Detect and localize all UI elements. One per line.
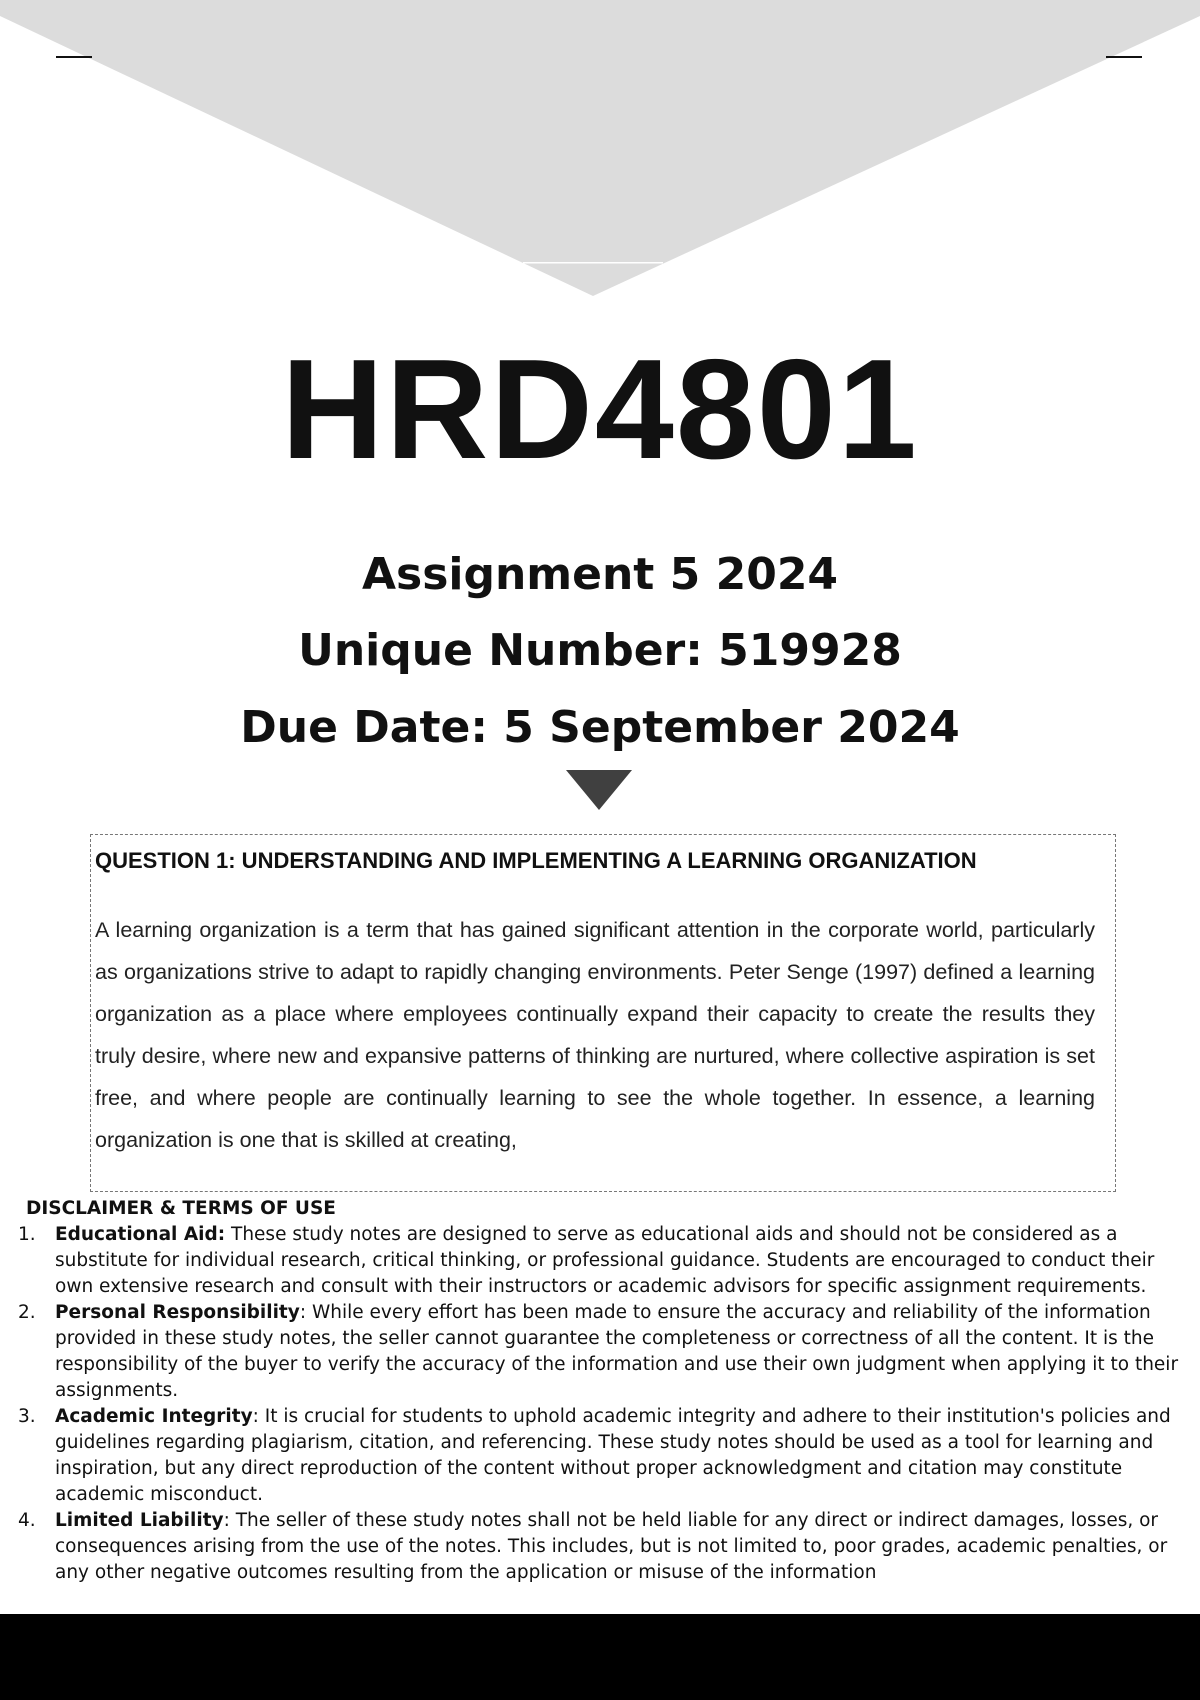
footer-bar — [0, 1614, 1200, 1700]
disclaimer-section — [18, 1196, 1188, 1586]
down-triangle-icon — [566, 770, 632, 810]
unique-number: Unique Number: 519928 — [298, 625, 902, 676]
question-heading: QUESTION 1: UNDERSTANDING AND IMPLEMENTING A LEARNING ORGANIZATION — [95, 848, 977, 873]
term-title: Limited Liability — [55, 1510, 224, 1531]
corner-line-right — [1106, 56, 1142, 58]
banner-chevron — [0, 0, 1200, 296]
term-title: Personal Responsibility — [55, 1302, 300, 1323]
corner-line-left — [56, 56, 92, 58]
term-number: 2. — [18, 1302, 36, 1323]
term-text: : It is crucial for students to uphold academic integrity and adhere to their institution's policies and guidelines regarding plagiarism, citation, and referencing. These study notes should be used as a tool for learning and inspiration, but any direct reproduction of the content without proper acknowledgment and citation may constitute academic misconduct. — [55, 1406, 1171, 1505]
term-number: 1. — [18, 1224, 36, 1245]
term-number: 3. — [18, 1406, 36, 1427]
terms-list — [18, 1222, 1188, 1586]
disclaimer-title: DISCLAIMER & TERMS OF USE — [26, 1198, 336, 1219]
term-text: : While every effort has been made to ensure the accuracy and reliability of the information provided in these study notes, the seller cannot guarantee the completeness or correctness of all the content. It is the responsibility of the buyer to verify the accuracy of the information and use their own judgment when applying it to their assignments. — [55, 1302, 1179, 1401]
header-banner — [0, 0, 1200, 300]
term-item-academic-integrity — [18, 1404, 1188, 1508]
course-code: HRD4801 — [281, 330, 919, 489]
banner-notch — [523, 262, 663, 264]
question-preview-box — [90, 834, 1116, 1192]
term-item-limited-liability — [18, 1508, 1188, 1586]
term-item-educational-aid — [18, 1222, 1188, 1300]
assignment-title: Assignment 5 2024 — [361, 549, 839, 600]
term-text: : The seller of these study notes shall not be held liable for any direct or indirect damages, losses, or consequences arising from the use of the notes. This includes, but is not limited to, poor grades, academic penalties, or any other negative outcomes resulting from the application or misuse of the information — [55, 1510, 1168, 1583]
term-number: 4. — [18, 1510, 36, 1531]
term-title: Academic Integrity — [55, 1406, 253, 1427]
term-title: Educational Aid: — [55, 1224, 226, 1245]
due-date: Due Date: 5 September 2024 — [240, 702, 960, 753]
term-item-personal-responsibility — [18, 1300, 1188, 1404]
question-body: A learning organization is a term that has gained significant attention in the corporate world, particularly as organizations strive to adapt to rapidly changing environments. Peter Senge (1997) defined a learning organization as a place where employees continually expand their capacity to create the results they truly desire, where new and expansive patterns of thinking are nurtured, where collective aspiration is set free, and where people are continually learning to see the whole together. In essence, a learning organization is one that is skilled at creating, — [95, 918, 1095, 1152]
term-text: These study notes are designed to serve as educational aids and should not be considered as a substitute for individual research, critical thinking, or professional guidance. Students are encouraged to conduct their own extensive research and consult with their instructors or academic advisors for specific assignment requirements. — [55, 1224, 1155, 1297]
